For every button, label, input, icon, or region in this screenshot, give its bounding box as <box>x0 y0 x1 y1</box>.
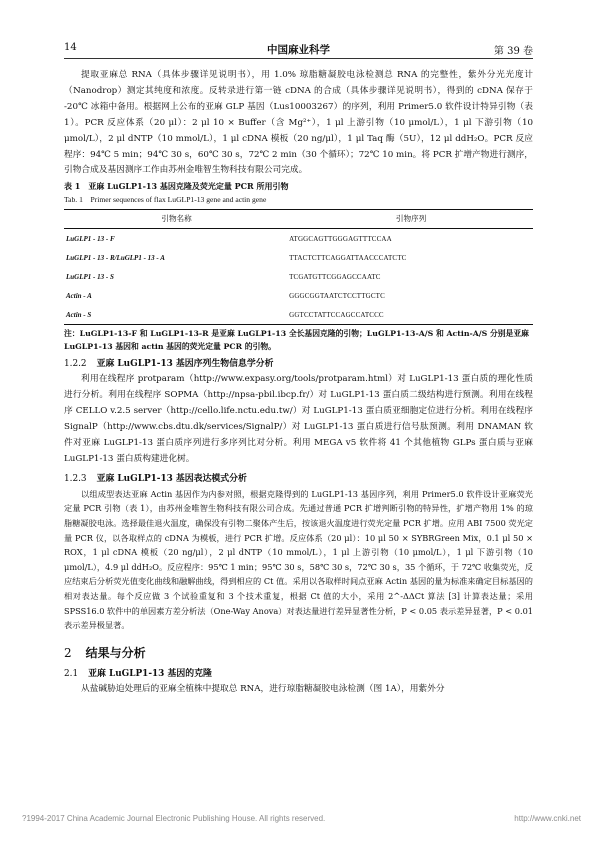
section-heading-1-2-2 <box>64 357 533 372</box>
primer-name: Actin - S <box>64 305 289 325</box>
primer-table <box>64 209 533 325</box>
section-heading-2 <box>64 645 533 661</box>
section-title: 亚麻 LuGLP1-13 基因序列生物信息学分析 <box>96 359 274 370</box>
expression-analysis-paragraph: 以组成型表达亚麻 Actin 基因作为内参对照，根据克隆得到的 LuGLP1-13 基因序列，利用 Primer5.0 软件设计亚麻荧光定量 PCR 引物（表 1），由苏州金唯智生物科技有限公司合成。先通过普通 PCR 扩增判断引物的特异性，扩增产物用 1% 的琼脂糖凝胶电泳。选择最佳退火温度，确保没有引物二聚体产生后，按该退火温度进行荧光定量 PCR 扩增。应用 ABI 7500 荧光定量 PCR 仪，以各取样点的 cDNA 为模板，进行 PCR 扩增。反应体系（20 μl）：10 μl 50 × SYBRGreen Mix，0.1 μl 50 × ROX，1 μl cDNA 模板（20 ng/μl），2 μl dNTP（10 mmol/L），1 μl 上游引物（10 μmol/L），1 μl 下游引物（10 μmol/L），4.9 μl ddH₂O。反应程序：95℃ 1 min；95℃ 30 s，58℃ 30 s，72℃ 30 s，35 个循环，于 72℃ 收集荧光，反应结束后分析荧光值变化曲线和融解曲线，得到相应的 Ct 值。采用以各取样时间点亚麻 Actin 基因的量为标准来确定目标基因的相对表达量。每个反应做 3 个试验重复和 3 个技术重复，根据 Ct 值的大小，采用 2^-ΔΔCt 算法 [3] 计算表达量；采用 SPSS16.0 软件中的单因素方差分析法（One-Way Anova）对表达量进行差异显著性分析，P < 0.05 表示差异显著，P < 0.01 表示差异极显著。 <box>64 488 533 631</box>
section-heading-1-2-3 <box>64 472 533 487</box>
table-row <box>64 286 533 305</box>
section-number: 1.2.2 <box>64 359 87 370</box>
section-number: 1.2.3 <box>64 473 87 484</box>
primer-sequence: TCGATGTTCGGAGCCAATC <box>289 272 381 281</box>
running-header <box>64 42 533 58</box>
table-row <box>64 267 533 286</box>
primer-sequence: GGTCCTATTCCAGCCATCCC <box>289 305 533 325</box>
table-caption-cn: 表 1 亚麻 LuGLP1-13 基因克隆及荧光定量 PCR 所用引物 <box>64 181 289 192</box>
primer-sequence: ATGGCAGTTGGGAGTTTCCAA <box>289 234 392 243</box>
primer-name: LuGLP1 - 13 - F <box>66 234 115 243</box>
table-row <box>64 248 533 267</box>
primer-name: Actin - A <box>66 291 92 300</box>
page-content <box>64 68 533 698</box>
table-note: 注：LuGLP1-13-F 和 LuGLP1-13-R 是亚麻 LuGLP1-13 全长基因克隆的引物；LuGLP1-13-A/S 和 Actin-A/S 分别是亚麻 LuGLP1-13 基因和 actin 基因的荧光定量 PCR 的引物。 <box>64 329 529 352</box>
page-number: 14 <box>64 42 77 53</box>
volume-label: 第 39 卷 <box>493 46 533 57</box>
primer-sequence: GGGCGGTAATCTCCTTGCTC <box>289 291 385 300</box>
primer-name: LuGLP1 - 13 - S <box>66 272 114 281</box>
table-row <box>64 305 533 325</box>
primer-sequence: TTACTCTTCAGGATTAACCCATCTC <box>289 253 407 262</box>
table-row <box>64 229 533 249</box>
bioinformatics-paragraph: 利用在线程序 protparam（http://www.expasy.org/tools/protparam.html）对 LuGLP1-13 蛋白质的理化性质进行分析。利用在线程序 SOPMA（http://npsa-pbil.ibcp.fr/）对 LuGLP1-13 蛋白质二级结构进行预测。利用在线程序 CELLO v.2.5 server（http://cello.life.nctu.edu.tw/）对 LuGLP1-13 蛋白质亚细胞定位进行分析。利用在线程序 SignalP（http://www.cbs.dtu.dk/services/SignalP/）对 LuGLP1-13 蛋白质进行信号肽预测。利用 DNAMAN 软件对亚麻 LuGLP1-13 蛋白质序列进行多序列比对分析。利用 MEGA v5 软件将 41 个其他植物 GLPs 蛋白质与亚麻 LuGLP1-13 蛋白质构建进化树。 <box>64 374 533 464</box>
journal-title: 中国麻业科学 <box>267 44 330 56</box>
copyright-notice: ?1994-2017 China Academic Journal Electronic Publishing House. All rights reserved. <box>22 814 326 823</box>
cloning-paragraph: 从盐碱胁迫处理后的亚麻全植株中提取总 RNA，进行琼脂糖凝胶电泳检测（图 1A），用紫外分 <box>81 683 445 694</box>
column-header-primer-sequence: 引物序列 <box>289 210 533 229</box>
page-footer <box>22 814 581 826</box>
column-header-primer-name: 引物名称 <box>64 210 289 229</box>
section-heading-2-1 <box>64 667 533 682</box>
table-caption-en: Tab. 1 Primer sequences of flax LuGLP1-13 gene and actin gene <box>64 195 267 205</box>
section-number: 2 <box>64 645 72 660</box>
section-number: 2.1 <box>64 668 79 679</box>
section-title: 亚麻 LuGLP1-13 基因的克隆 <box>88 668 212 679</box>
header-rule <box>64 58 533 59</box>
methods-paragraph-rna: 提取亚麻总 RNA（具体步骤详见说明书），用 1.0% 琼脂糖凝胶电泳检测总 RNA 的完整性，紫外分光光度计（Nanodrop）测定其纯度和浓度。反转录进行第一链 cDNA 的合成（具体步骤详见说明书），得到的 cDNA 保存于 -20℃ 冰箱中备用。根据网上公布的亚麻 GLP 基因（Lus10003267）的序列，利用 Primer5.0 软件设计特异引物（表 1）。PCR 反应体系（20 μl）：2 μl 10 × Buffer（含 Mg²⁺），1 μl 上游引物（10 μmol/L），1 μl 下游引物（10 μmol/L），2 μl dNTP（10 mmol/L），1 μl cDNA 模板（20 ng/μl），1 μl Taq 酶（5U），12 μl ddH₂O。PCR 反应程序：94℃ 5 min；94℃ 30 s，60℃ 30 s，72℃ 2 min（30 个循环）；72℃ 10 min。将 PCR 扩增产物进行测序，引物合成及基因测序工作由苏州金唯智生物科技有限公司完成。 <box>64 70 533 176</box>
footer-url: http://www.cnki.net <box>514 814 581 823</box>
section-title: 亚麻 LuGLP1-13 基因表达模式分析 <box>96 473 247 484</box>
primer-name: LuGLP1 - 13 - R/LuGLP1 - 13 - A <box>66 253 165 262</box>
section-title: 结果与分析 <box>85 645 146 660</box>
